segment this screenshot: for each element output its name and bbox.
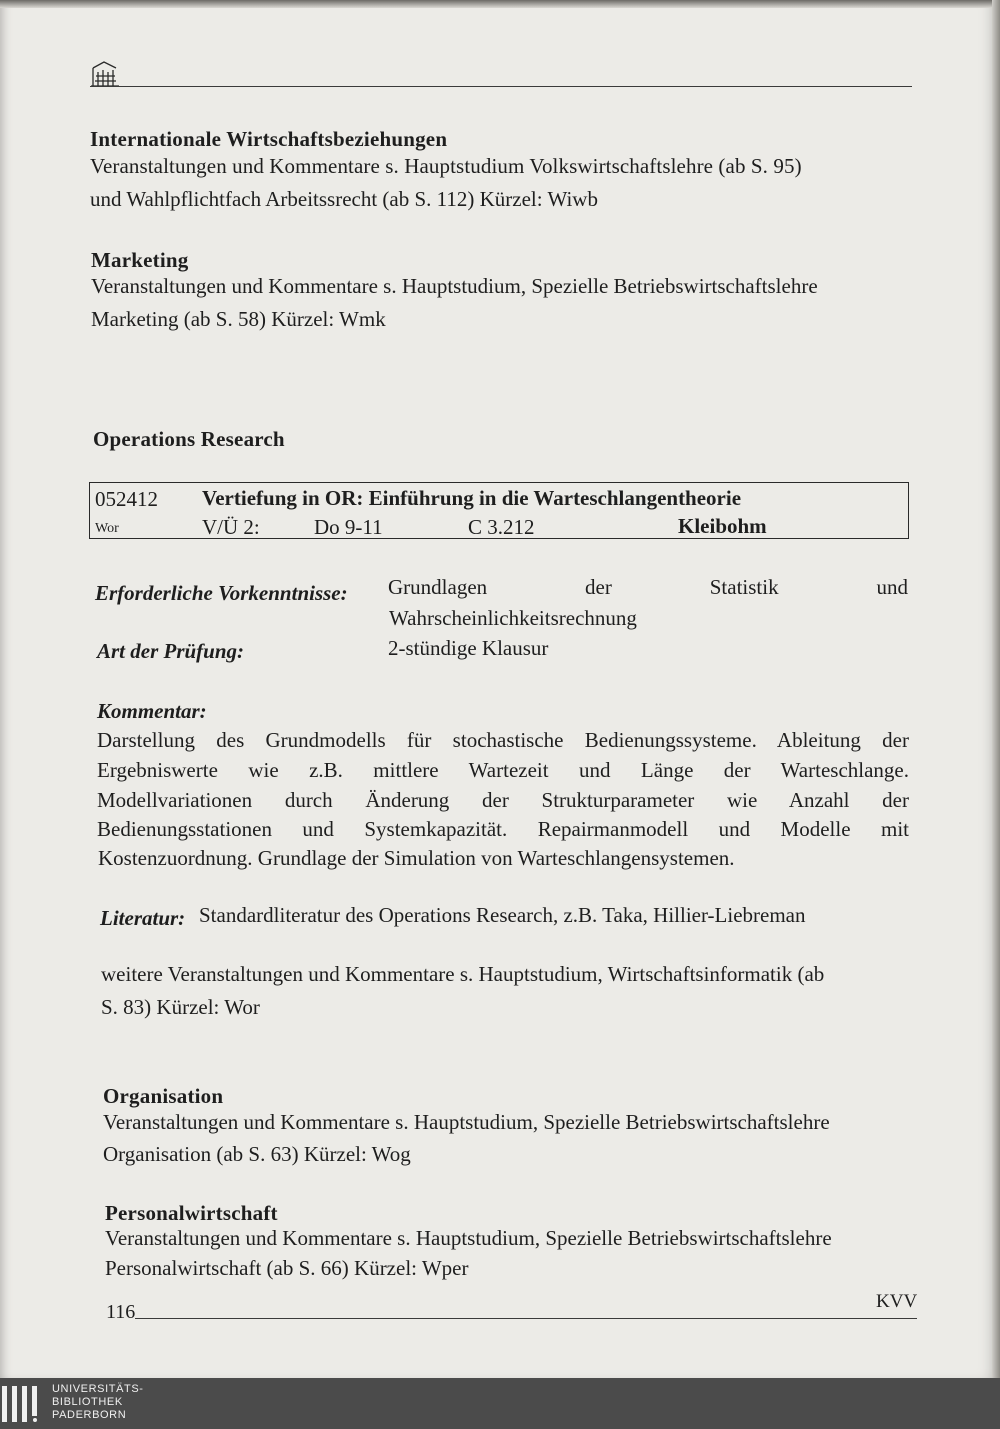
section-title-organisation: Organisation [103,1084,224,1108]
literature-label: Literatur: [100,906,186,930]
section-text-line: Veranstaltungen und Kommentare s. Hauptstudium Volkswirtschaftslehre (ab S. 95) [90,154,802,178]
page-right-edge [992,0,1000,1378]
comment-line: Darstellung des Grundmodells für stochastische Bedienungssysteme. Ableitung der [97,728,909,752]
section-text-line: weitere Veranstaltungen und Kommentare s. Hauptstudium, Wirtschaftsinformatik (ab [101,962,825,986]
prerequisites-value: Grundlagen der Statistik und [388,575,908,599]
course-room: C 3.212 [468,515,535,539]
literature-value: Standardliteratur des Operations Research, z.B. Taka, Hillier-Liebreman [199,903,806,927]
section-title-personalwirtschaft: Personalwirtschaft [105,1201,278,1225]
header-rule [90,86,912,87]
prerequisites-label: Erforderliche Vorkenntnisse: [95,581,348,605]
comment-label: Kommentar: [97,699,207,723]
section-title-operations-research: Operations Research [93,427,285,451]
course-lecturer: Kleibohm [678,514,767,538]
section-text-line: Veranstaltungen und Kommentare s. Hauptstudium, Spezielle Betriebswirtschaftslehre [91,274,818,298]
footer-rule [135,1318,917,1319]
section-title-iwb: Internationale Wirtschaftsbeziehungen [90,127,448,151]
exam-label: Art der Prüfung: [97,639,245,663]
course-entry-box [89,482,909,539]
course-code: Wor [95,521,119,536]
comment-line: Kostenzuordnung. Grundlage der Simulation von Warteschlangensystemen. [98,846,735,870]
course-type: V/Ü 2: [202,515,260,539]
library-name-line: BIBLIOTHEK [52,1396,123,1408]
exam-value: 2-stündige Klausur [388,636,549,660]
course-title: Vertiefung in OR: Einführung in die Warteschlangentheorie [202,486,742,510]
section-text-line: Marketing (ab S. 58) Kürzel: Wmk [91,307,386,331]
library-name-line: PADERBORN [52,1409,127,1421]
section-text-line: Veranstaltungen und Kommentare s. Hauptstudium, Spezielle Betriebswirtschaftslehre [105,1226,832,1250]
footer-label: KVV [876,1291,918,1312]
section-text-line: und Wahlpflichtfach Arbeitssrecht (ab S. 112) Kürzel: Wiwb [90,187,598,211]
library-name [52,1383,144,1422]
section-text-line: S. 83) Kürzel: Wor [101,995,260,1019]
building-logo-icon [90,60,120,88]
section-title-marketing: Marketing [91,248,189,272]
section-text-line: Personalwirtschaft (ab S. 66) Kürzel: Wper [105,1256,469,1280]
barcode-stripes-icon [2,1386,42,1422]
comment-line: Modellvariationen durch Änderung der Strukturparameter wie Anzahl der [97,788,909,812]
course-number: 052412 [95,487,158,511]
section-text-line: Veranstaltungen und Kommentare s. Hauptstudium, Spezielle Betriebswirtschaftslehre [103,1110,830,1134]
library-bar [0,1378,1000,1429]
library-name-line: UNIVERSITÄTS- [52,1383,144,1395]
comment-line: Bedienungsstationen und Systemkapazität. Repairmanmodell und Modelle mit [97,817,909,841]
comment-line: Ergebniswerte wie z.B. mittlere Wartezeit und Länge der Warteschlange. [97,758,909,782]
prerequisites-value-cont: Wahrscheinlichkeitsrechnung [389,606,637,630]
page-number: 116 [106,1301,136,1323]
section-text-line: Organisation (ab S. 63) Kürzel: Wog [103,1142,411,1166]
page-top-edge [0,0,1000,8]
course-time: Do 9-11 [314,515,383,539]
